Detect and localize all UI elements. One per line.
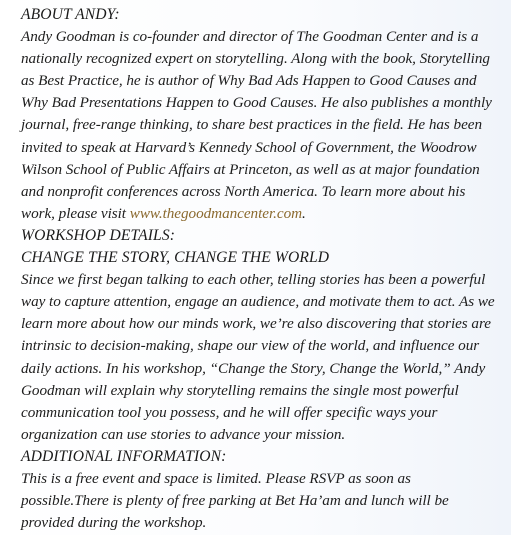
additional-paragraph: This is a free event and space is limited. Please RSVP as soon as possible.There is plenty of free parking at Bet Ha’am and lunch will be provided during the workshop. [21,469,449,532]
workshop-paragraph: Since we first began talking to each other, telling stories has been a powerful way to capture attention, engage an audience, and motivate them to act. As we learn more about how our minds work, we’re also discovering that stories are intrinsic to decision-making, shape our view of the world, and influence our daily actions. In his workshop, “Change the Story, Change the World,” Andy Goodman will explain why storytelling remains the single most powerful communication tool you possess, and he will offer specific ways your organization can use stories to advance your mission. [21,271,495,443]
additional-heading: ADDITIONAL INFORMATION: [21,447,227,465]
workshop-title: CHANGE THE STORY, CHANGE THE WORLD [21,249,330,267]
goodman-center-link[interactable]: www.thegoodmancenter.com [129,204,303,222]
about-period: . [302,204,306,222]
about-body-text: Andy Goodman is co-founder and director of The Goodman Center and is a nationally recognized expert on storytelling. Along with the book, Storytelling as Best Practice, he is author of Why Bad Ads Happen to Good Causes and Why Bad Presentations Happen to Good Causes. He also publishes a monthly journal, free-range thinking, to share best practices in the field. He has been invited to speak at Harvard’s Kennedy School of Government, the Woodrow Wilson School of Public Affairs at Princeton, as well as at major foundation and nonprofit conferences across North America. To learn more about his work, please visit [21,28,492,222]
workshop-heading: WORKSHOP DETAILS: [21,226,176,244]
about-heading: ABOUT ANDY: [21,6,120,23]
about-paragraph [21,26,497,225]
event-description [21,4,497,534]
